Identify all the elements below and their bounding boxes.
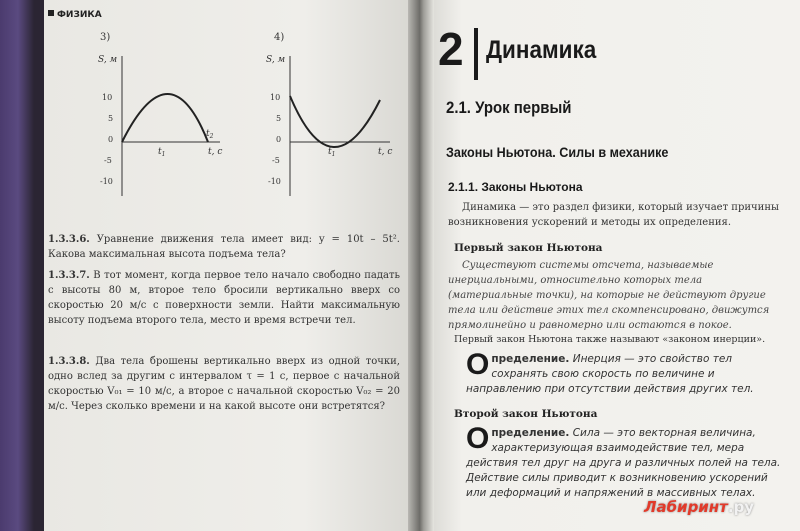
section-title: 2.1. Урок первый [446,98,572,117]
chapter-number: 2 [438,23,464,75]
t1-label: $t_1$ [328,147,336,158]
book-gutter [408,0,434,531]
subsubsection-title: 2.1.1. Законы Ньютона [448,180,583,194]
t2-label: $t_2$ [206,129,214,140]
drop-cap: О [466,348,490,381]
graph-label: 3) [100,32,111,43]
graph-4 [240,26,410,206]
intro-paragraph: Динамика — это раздел физики, который изучает причины возникновения ускорений и методы их определения. [448,202,779,228]
first-law-heading: Первый закон Ньютона [454,242,603,254]
y-tick: 0 [276,135,282,144]
chapter-divider [474,28,478,80]
y-tick: -10 [268,177,281,186]
second-law-heading: Второй закон Ньютона [454,408,598,420]
problem-1-3-3-7: 1.3.3.7. В тот момент, когда первое тело начало свободно падать с высоты 80 м, второе тело бросили вертикально вверх со скоростью 20 м/с с поверхности земли. Найти максимальную высоту подъема второго тела, место и время встречи тел. [48,270,400,326]
subsection-title: Законы Ньютона. Силы в механике [446,144,669,160]
t1-label: $t_1$ [158,147,166,158]
graph-curve [290,96,380,147]
graph-3 [60,26,230,206]
y-tick: 5 [276,114,282,123]
y-axis-label: S, м [98,55,118,65]
graph-label: 4) [274,32,285,43]
running-head: ФИЗИКА [48,10,102,20]
problem-1-3-3-6: 1.3.3.6. Уравнение движения тела имеет вид: y = 10t – 5t². Какова максимальная высота подъема тела? [48,234,400,260]
bullet-icon [48,10,54,16]
y-tick: -10 [100,177,113,186]
definition-force: Определение. Сила — это векторная величина, характеризующая взаимодействие тел, мера действия тел друг на друга и различных полей на тела. Действие силы приводит к возникновению ускорений или деформаций и напряжений в массивных телах. [466,422,781,499]
x-axis-label: t, с [208,147,223,157]
y-tick: 5 [108,114,114,123]
drop-cap: О [466,422,490,455]
chapter-title: Динамика [486,36,597,64]
definition-inertia: Определение. Инерция — это свойство тел сохранять свою скорость по величине и направлению при отсутствии действия других тел. [466,348,754,395]
problem-1-3-3-8: 1.3.3.8. Два тела брошены вертикально вверх из одной точки, одно вслед за другим с интервалом τ = 1 с, первое с начальной скоростью V₀₁ = 10 м/с, а второе с начальной скоростью V₀₂ = 20 м/с. Через сколько времени и на какой высоте они встретятся? [48,356,400,412]
y-tick: -5 [272,156,280,165]
watermark: Лабиринт.ру [644,498,755,516]
y-tick: -5 [104,156,112,165]
graph-curve [122,94,208,142]
y-axis-label: S, м [266,55,286,65]
x-axis-label: t, с [378,147,393,157]
y-tick: 10 [102,93,113,102]
first-law-note: Первый закон Ньютона также называют «законом инерции». [454,334,766,345]
y-tick: 10 [270,93,281,102]
y-tick: 0 [108,135,114,144]
first-law-text: Существуют системы отсчета, называемые инерциальными, относительно которых тела (материальные точки), на которые не действуют другие тела или действие этих тел скомпенсировано, движутся прямолинейно и равномерно или остаются в покое. [448,260,770,331]
